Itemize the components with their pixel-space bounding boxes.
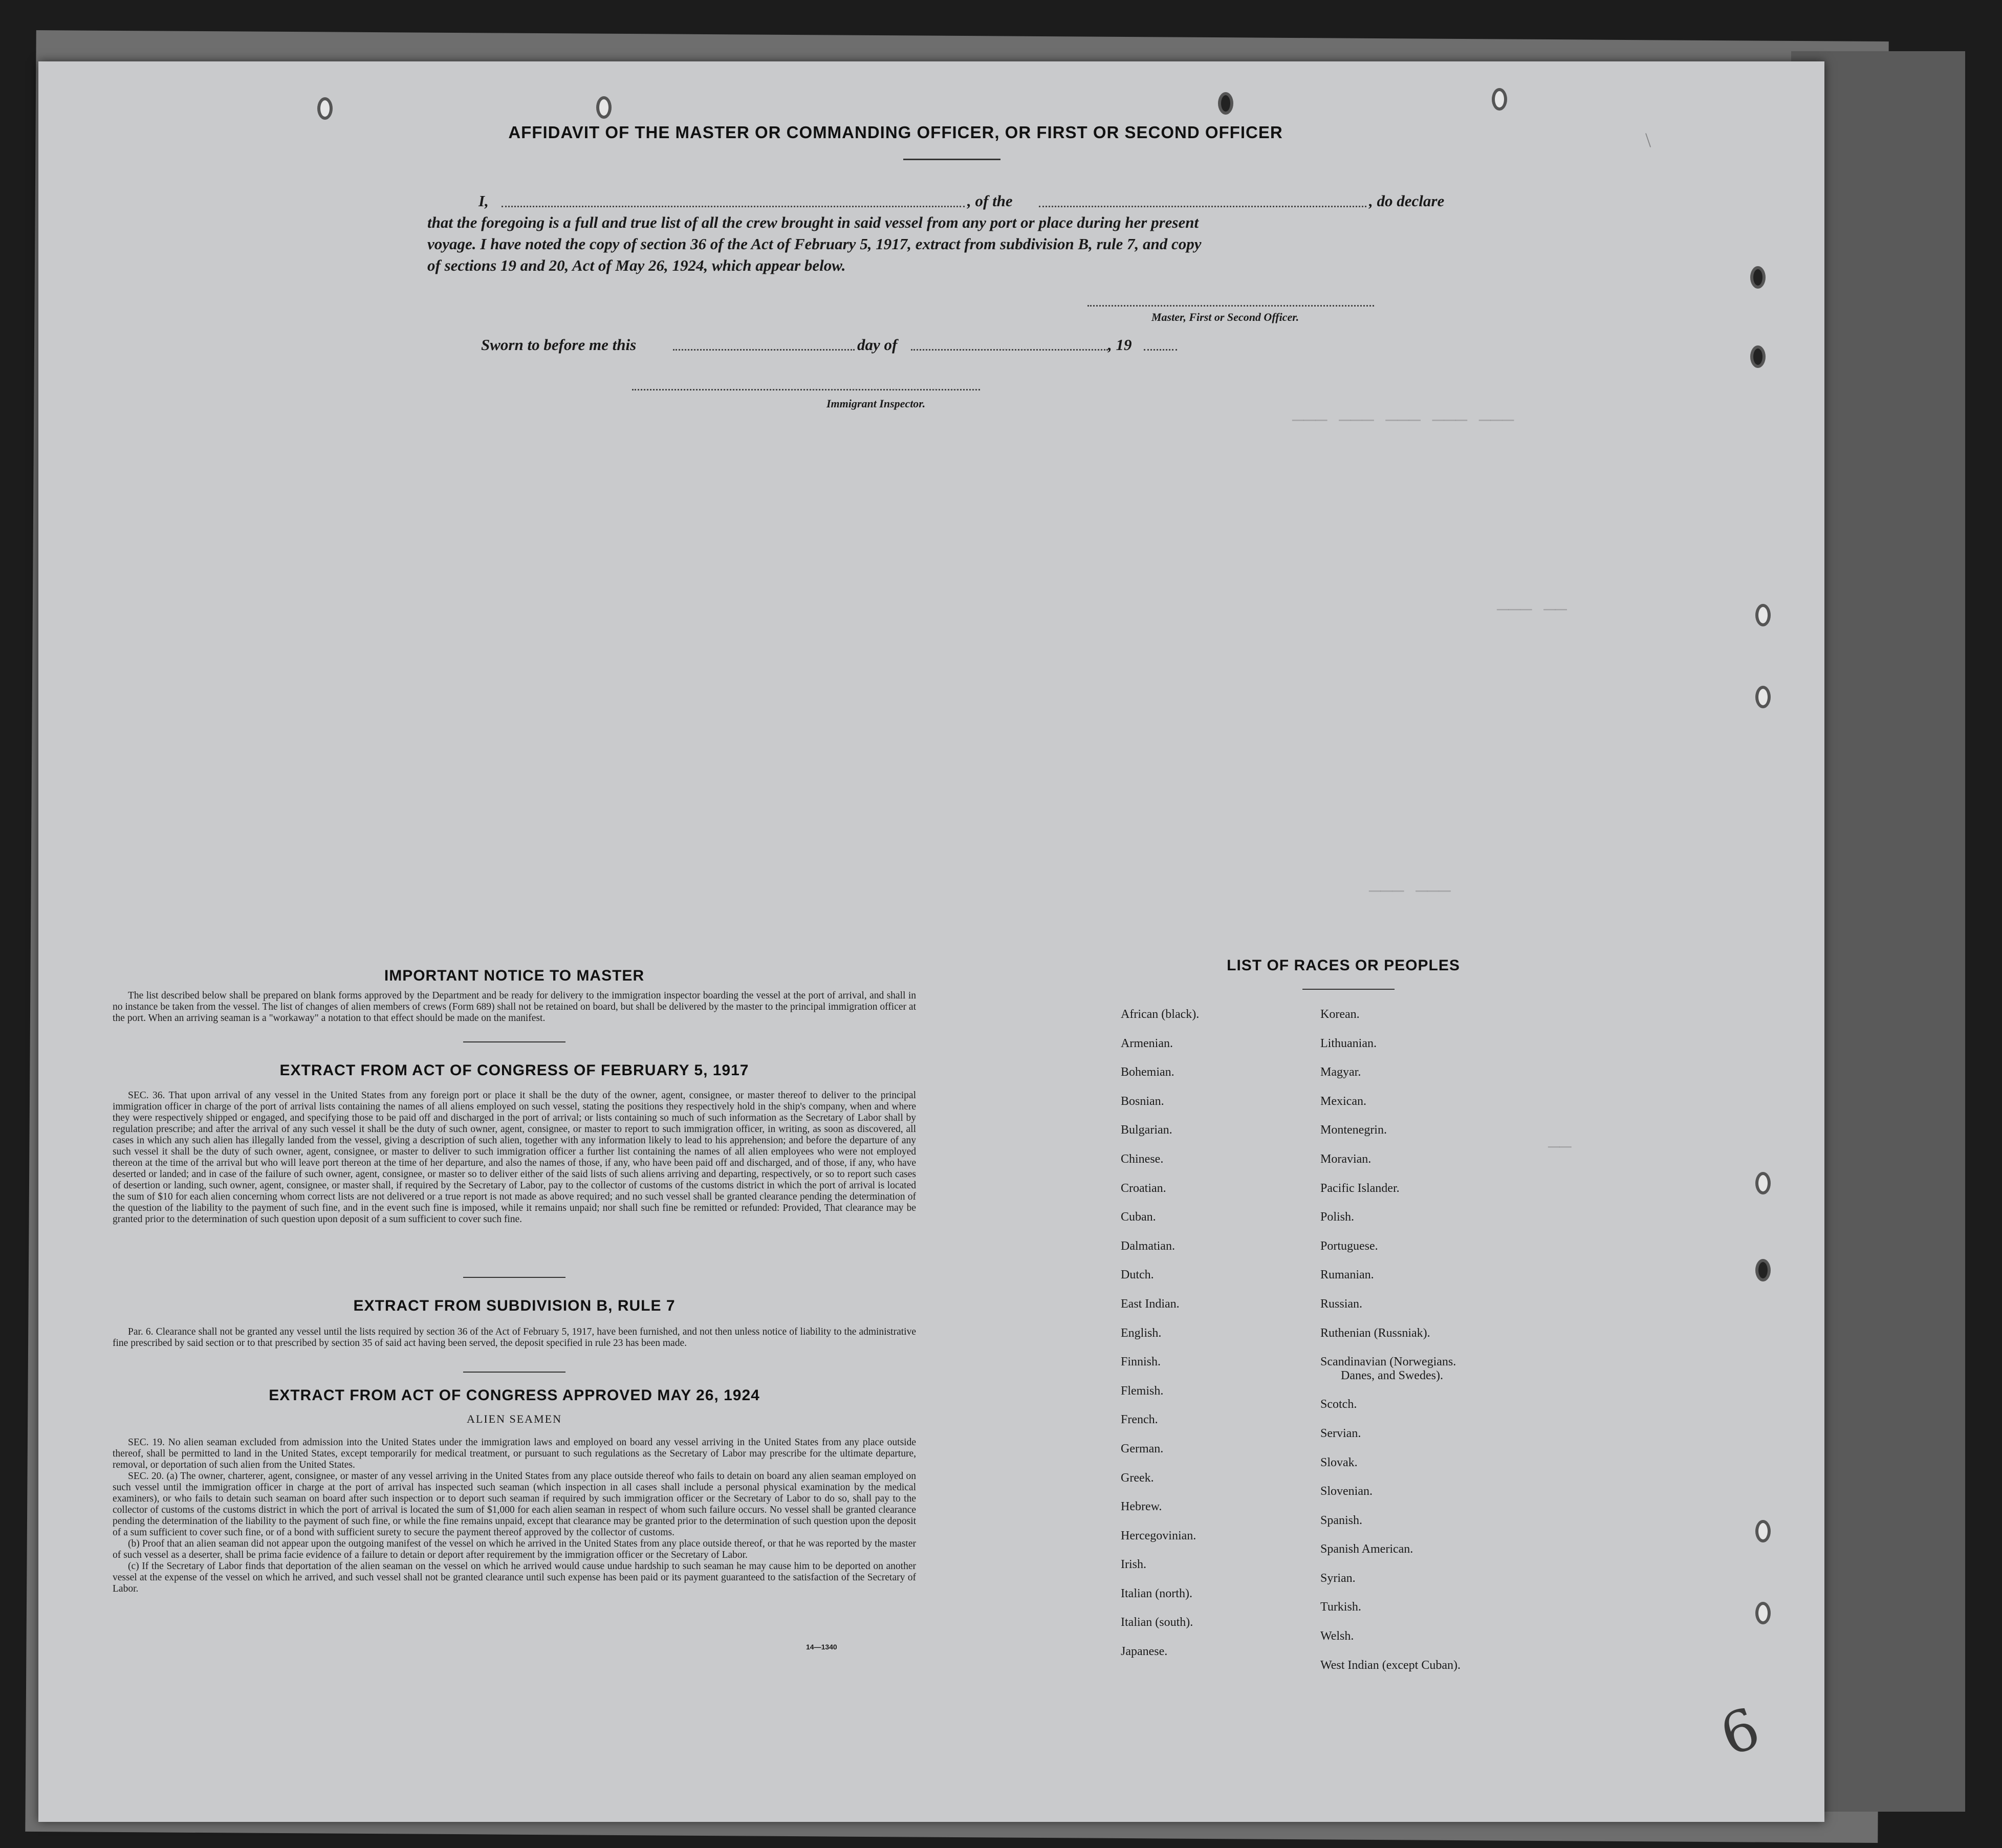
race-entry: Spanish. — [1320, 1513, 1363, 1527]
race-entry: Dutch. — [1121, 1268, 1154, 1282]
punch-hole — [1755, 1520, 1771, 1542]
race-entry: Greek. — [1121, 1471, 1154, 1485]
race-entry: Korean. — [1320, 1008, 1360, 1021]
sec20b-paragraph: (b) Proof that an alien seaman did not appear upon the outgoing manifest of the vessel on which he arrived in the United States from any place outside thereof, or that he was reported by the master of such vessel as a deserter, shall be prima facie evidence of a failure to detain or deport after requirement by the immigration officer or the Secretary of Labor. — [113, 1538, 916, 1560]
race-entry: Bosnian. — [1121, 1094, 1164, 1108]
race-entry: Scotch. — [1320, 1398, 1357, 1411]
race-entry: Hebrew. — [1121, 1500, 1162, 1514]
race-entry: Italian (north). — [1121, 1586, 1192, 1600]
sec19-paragraph: SEC. 19. No alien seaman excluded from admission into the United States under the immigration laws and employed on board any vessel arriving in the United States from any place outside thereof, shall be permitted to land in the United States, except temporarily for medical treatment, or pursuant to such regulations as the Secretary of Labor may prescribe for the ultimate departure, removal, or deportation of such alien from the United States. — [113, 1437, 916, 1470]
race-entry: West Indian (except Cuban). — [1320, 1658, 1461, 1672]
punch-hole — [1755, 1602, 1771, 1624]
race-entry: Servian. — [1320, 1426, 1361, 1440]
race-entry: Danes, and Swedes). — [1341, 1368, 1443, 1382]
punch-hole — [1750, 345, 1766, 368]
bleed-through-text: ——— ——— — [1369, 880, 1451, 902]
extract-1924-text — [113, 1437, 916, 1595]
month-blank — [911, 349, 1108, 351]
affidavit-line3: voyage. I have noted the copy of section 36 of the Act of February 5, 1917, extract from subdivision B, rule 7, and copy — [427, 235, 1202, 253]
affidavit-title: AFFIDAVIT OF THE MASTER OR COMMANDING OFFICER, OR FIRST OR SECOND OFFICER — [508, 123, 1283, 142]
race-entry: French. — [1121, 1413, 1158, 1427]
punch-hole — [1755, 1259, 1771, 1281]
notice-text — [113, 990, 916, 1024]
bleed-through-text: ——— —— — [1497, 599, 1567, 621]
year-label: , 19 — [1108, 336, 1132, 354]
race-entry: Dalmatian. — [1121, 1239, 1175, 1253]
race-entry: Cuban. — [1121, 1210, 1156, 1224]
race-entry: Turkish. — [1320, 1600, 1361, 1614]
race-entry: German. — [1121, 1442, 1164, 1455]
sec20c-paragraph: (c) If the Secretary of Labor finds that deportation of the alien seaman on the vessel on which he arrived would cause undue hardship to such seaman he may cause him to be deported on another vessel at the expense of the vessel on which he arrived, and such vessel shall not be granted clearance until such expense has been paid or its payment guaranteed to the satisfaction of the Secretary of Labor. — [113, 1561, 916, 1594]
section-divider — [463, 1041, 565, 1042]
punch-hole — [1492, 88, 1507, 111]
extract-1917-paragraph: SEC. 36. That upon arrival of any vessel in the United States from any foreign port or place it shall be the duty of the owner, agent, consignee, or master thereof to deliver to the principal immigration officer in charge of the port of arrival lists containing the names of all aliens employed on such vessel, stating the positions they respectively hold in the ship's company, when and where they were respectively shipped or engaged, and specifying those to be paid off and discharged in the port of arrival; or lists containing so much of such information as the Secretary of Labor shall by regulation prescribe; and after the arrival of any such vessel it shall be the duty of such owner, agent, consignee, or master to report to such immigration officer, in writing, as soon as discovered, all cases in which any such alien has illegally landed from the vessel, giving a description of such alien, together with any information likely to lead to his apprehension; and before the departure of any such vessel it shall be the duty of such owner, agent, consignee, or master to deliver to such immigration officer a further list containing the names of all alien employees who were not employed thereon at the time of the arrival but who will leave port thereon at the time of her departure, and also the names of those, if any, who have been paid off and discharged, and of those, if any, who have deserted or landed; and in case of the failure of such owner, agent, consignee, or master so to deliver either of the said lists of such aliens arriving and departing, respectively, or so to report such cases of desertion or landing, such owner, agent, consignee, or master shall, if required by the Secretary of Labor, pay to the collector of customs of the customs district in which the port of arrival is located the sum of $10 for each alien concerning whom correct lists are not delivered or a true report is not made as above required; and no such vessel shall be granted clearance pending the determination of the question of the liability to the payment of such fine, and in the event such fine is imposed, while it remains unpaid; nor shall such fine be remitted or refunded: Provided, That clearance may be granted prior to the determination of such question upon deposit of a sum sufficient to cover such fine. — [113, 1090, 916, 1225]
extract-1917-text — [113, 1090, 916, 1225]
vessel-blank — [1039, 206, 1366, 207]
notice-paragraph: The list described below shall be prepared on blank forms approved by the Department and be ready for delivery to the immigration inspector boarding the vessel at the port of arrival, and shall in no instance be taken from the vessel. The list of changes of alien members of crews (Form 689) shall not be retained on board, but shall be delivered by the master to the principal immigration officer at the port. When an arriving seaman is a "workaway" a notation to that effect should be made on the manifest. — [113, 990, 916, 1024]
name-blank — [502, 206, 965, 207]
punch-hole — [317, 97, 333, 120]
document-page — [38, 61, 1824, 1822]
race-entry: Russian. — [1320, 1297, 1363, 1311]
subdivision-text — [113, 1327, 916, 1349]
master-signature-label: Master, First or Second Officer. — [1151, 311, 1299, 323]
race-entry: Montenegrin. — [1320, 1123, 1387, 1137]
race-entry: Welsh. — [1320, 1629, 1354, 1643]
race-entry: Flemish. — [1121, 1384, 1164, 1398]
subdivision-paragraph: Par. 6. Clearance shall not be granted any vessel until the lists required by section 36 of the Act of February 5, 1917, have been furnished, and not then unless notice of liability to the administrative fine prescribed by said section or to that prescribed by section 35 of said act having been served, the deposit specified in rule 23 has been made. — [113, 1327, 916, 1349]
bleed-through-text: ——— ——— ——— ——— ——— — [1292, 409, 1514, 431]
race-entry: Pacific Islander. — [1320, 1181, 1400, 1195]
section-divider — [463, 1372, 565, 1373]
race-entry: Armenian. — [1121, 1036, 1173, 1050]
race-entry: Bohemian. — [1121, 1066, 1174, 1079]
race-entry: Spanish American. — [1320, 1542, 1413, 1556]
subdivision-heading: EXTRACT FROM SUBDIVISION B, RULE 7 — [353, 1297, 676, 1314]
race-entry: Polish. — [1320, 1210, 1355, 1224]
race-entry: African (black). — [1121, 1008, 1200, 1021]
race-entry: Bulgarian. — [1121, 1123, 1172, 1137]
affidavit-i-label: I, — [478, 192, 489, 210]
race-entry: Ruthenian (Russniak). — [1320, 1326, 1430, 1340]
races-underline — [1302, 989, 1395, 990]
handwritten-page-mark: 6 — [1712, 1694, 1768, 1769]
punch-hole — [1755, 686, 1771, 708]
extract-1917-heading: EXTRACT FROM ACT OF CONGRESS OF FEBRUARY 5, 1917 — [279, 1062, 749, 1079]
race-entry: Portuguese. — [1320, 1239, 1378, 1253]
race-entry: East Indian. — [1121, 1297, 1180, 1311]
affidavit-line2: that the foregoing is a full and true list of all the crew brought in said vessel from any port or place during her present — [427, 213, 1199, 231]
affidavit-declare-label: , do declare — [1369, 192, 1445, 210]
races-heading: LIST OF RACES OR PEOPLES — [1227, 957, 1460, 974]
extract-1924-heading: EXTRACT FROM ACT OF CONGRESS APPROVED MAY 26, 1924 — [269, 1387, 760, 1404]
sworn-label: Sworn to before me this — [481, 336, 637, 354]
race-entry: Magyar. — [1320, 1066, 1361, 1079]
sworn-day-blank — [673, 349, 855, 351]
form-number: 14—1340 — [806, 1643, 837, 1651]
race-entry: Italian (south). — [1121, 1616, 1193, 1629]
inspector-signature-blank — [632, 389, 980, 390]
race-entry: Rumanian. — [1320, 1268, 1374, 1282]
race-entry: Syrian. — [1320, 1571, 1356, 1585]
punch-hole — [1750, 266, 1766, 289]
affidavit-of-the-label: , of the — [967, 192, 1013, 210]
punch-hole — [1218, 92, 1233, 115]
title-underline — [903, 159, 1000, 160]
bleed-through-text: —— — [1548, 1136, 1572, 1158]
race-entry: Hercegovinian. — [1121, 1529, 1196, 1542]
punch-hole — [1755, 604, 1771, 626]
race-entry: Croatian. — [1121, 1181, 1166, 1195]
affidavit-line4: of sections 19 and 20, Act of May 26, 1924, which appear below. — [427, 256, 846, 274]
notice-heading: IMPORTANT NOTICE TO MASTER — [384, 967, 645, 984]
day-of-label: day of — [857, 336, 898, 354]
races-left-column — [1121, 1000, 1199, 1666]
race-entry: Lithuanian. — [1320, 1036, 1377, 1050]
race-entry: Irish. — [1121, 1558, 1146, 1572]
race-entry: Chinese. — [1121, 1152, 1164, 1166]
punch-hole — [1755, 1172, 1771, 1194]
race-entry: Japanese. — [1121, 1645, 1168, 1659]
alien-seamen-subheading: ALIEN SEAMEN — [467, 1412, 562, 1425]
inspector-label: Immigrant Inspector. — [826, 397, 926, 410]
year-blank — [1144, 349, 1177, 351]
races-right-column — [1320, 1000, 1461, 1680]
race-entry: Moravian. — [1320, 1152, 1372, 1166]
race-entry: Slovak. — [1320, 1455, 1358, 1469]
race-entry: English. — [1121, 1326, 1162, 1340]
master-signature-blank — [1087, 305, 1374, 307]
race-entry: Mexican. — [1320, 1094, 1366, 1108]
pencil-tick: \ — [1645, 128, 1651, 151]
race-entry: Scandinavian (Norwegians. — [1320, 1355, 1456, 1369]
section-divider — [463, 1277, 565, 1278]
sec20a-paragraph: SEC. 20. (a) The owner, charterer, agent, consignee, or master of any vessel arriving in the United States from any place outside thereof who fails to detain on board any alien seaman employed on such vessel until the immigration officer in charge at the port of arrival has inspected such seaman (which inspection in all cases shall include a personal physical examination by the medical examiners), or who fails to detain such seaman on board after such inspection or to deport such seaman if required by such immigration officer or the Secretary of Labor to do so, shall pay to the collector of customs of the customs district in which the port of arrival is located the sum of $1,000 for each alien seaman in respect of whom such failure occurs. No vessel shall be granted clearance pending the determination of the liability to the payment of such fine, or while the fine remains unpaid, except that clearance may be granted prior to the determination of such question upon the deposit of a sum sufficient to cover such fine, or of a bond with sufficient surety to secure the payment thereof approved by the collector of customs. — [113, 1471, 916, 1538]
race-entry: Finnish. — [1121, 1355, 1161, 1369]
punch-hole — [596, 96, 612, 119]
race-entry: Slovenian. — [1320, 1485, 1373, 1498]
